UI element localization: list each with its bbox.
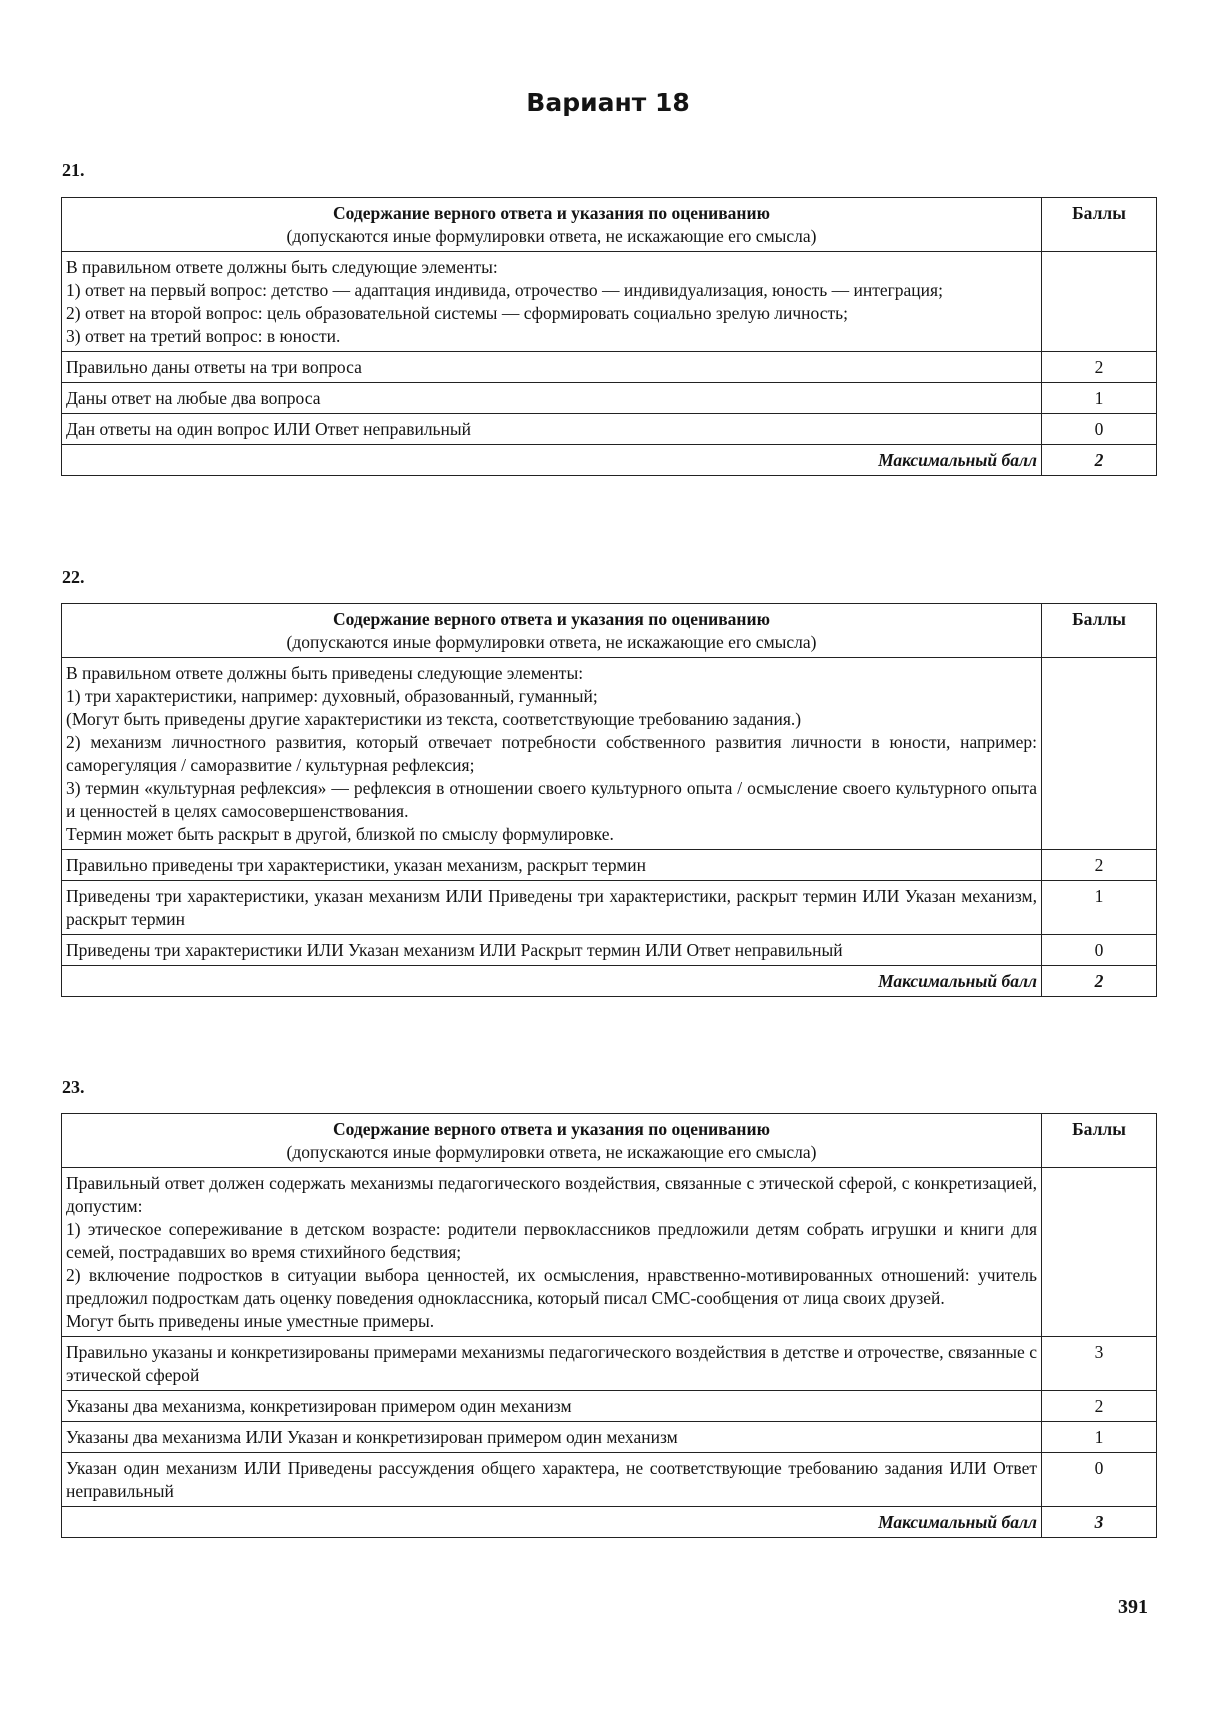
criterion-points: 2 bbox=[1042, 1391, 1157, 1422]
criterion-row bbox=[62, 1337, 1157, 1391]
criterion-row bbox=[62, 414, 1157, 445]
empty-points-cell bbox=[1042, 252, 1157, 352]
answer-line: 1) этическое сопереживание в детском возрасте: родители первоклассников предложили детям собрать игрушки и книги для семей, пострадавших во время стихийного бедствия; bbox=[66, 1219, 1037, 1262]
criterion-points: 1 bbox=[1042, 1422, 1157, 1453]
answer-line: 2) ответ на второй вопрос: цель образовательной системы — сформировать социально зрелую личность; bbox=[66, 303, 848, 323]
page-title: Вариант 18 bbox=[526, 88, 690, 117]
header-main: Содержание верного ответа и указания по оцениванию bbox=[333, 1119, 770, 1139]
max-score-label: Максимальный балл bbox=[62, 966, 1042, 997]
answer-line: 3) ответ на третий вопрос: в юности. bbox=[66, 326, 341, 346]
empty-points-cell bbox=[1042, 1168, 1157, 1337]
table-header-row bbox=[62, 604, 1157, 658]
answer-line: (Могут быть приведены другие характеристики из текста, соответствующие требованию задания.) bbox=[66, 709, 802, 729]
header-main: Содержание верного ответа и указания по оцениванию bbox=[333, 609, 770, 629]
task-number-23: 23. bbox=[62, 1077, 85, 1097]
criterion-points: 0 bbox=[1042, 414, 1157, 445]
answer-line: В правильном ответе должны быть следующие элементы: bbox=[66, 257, 498, 277]
criterion-row bbox=[62, 352, 1157, 383]
scoring-table-23 bbox=[61, 1113, 1157, 1538]
points-header bbox=[1042, 198, 1157, 252]
criterion-text: Приведены три характеристики ИЛИ Указан механизм ИЛИ Раскрыт термин ИЛИ Ответ неправильный bbox=[62, 935, 1042, 966]
points-header-label: Баллы bbox=[1072, 203, 1126, 223]
answer-line: Правильный ответ должен содержать механизмы педагогического воздействия, связанные с этической сферой, с конкретизацией, допустим: bbox=[66, 1173, 1037, 1216]
criterion-text: Правильно даны ответы на три вопроса bbox=[62, 352, 1042, 383]
criterion-text: Приведены три характеристики, указан механизм ИЛИ Приведены три характеристики, раскрыт термин ИЛИ Указан механизм, раскрыт термин bbox=[62, 881, 1042, 935]
criterion-text: Правильно приведены три характеристики, указан механизм, раскрыт термин bbox=[62, 850, 1042, 881]
answer-content-cell bbox=[62, 1168, 1042, 1337]
criterion-points: 0 bbox=[1042, 1453, 1157, 1507]
answer-header-cell bbox=[62, 198, 1042, 252]
criterion-text: Указаны два механизма, конкретизирован примером один механизм bbox=[62, 1391, 1042, 1422]
max-score-value: 3 bbox=[1042, 1507, 1157, 1538]
criterion-row bbox=[62, 383, 1157, 414]
criterion-text: Дан ответы на один вопрос ИЛИ Ответ неправильный bbox=[62, 414, 1042, 445]
max-score-value: 2 bbox=[1042, 445, 1157, 476]
criterion-row bbox=[62, 881, 1157, 935]
criterion-row bbox=[62, 1391, 1157, 1422]
max-score-row bbox=[62, 445, 1157, 476]
answer-line: 1) три характеристики, например: духовный, образованный, гуманный; bbox=[66, 686, 598, 706]
answer-line: 2) включение подростков в ситуации выбора ценностей, их осмысления, нравственно-мотивированных отношений: учитель предложил подросткам дать оценку поведения одноклассника, который писал СМС-сообщения от лица своих друзей. bbox=[66, 1265, 1037, 1308]
criterion-points: 2 bbox=[1042, 352, 1157, 383]
points-header-label: Баллы bbox=[1072, 1119, 1126, 1139]
max-score-label: Максимальный балл bbox=[62, 1507, 1042, 1538]
answer-content-row bbox=[62, 658, 1157, 850]
table-header-row bbox=[62, 1114, 1157, 1168]
answer-line: Термин может быть раскрыт в другой, близкой по смыслу формулировке. bbox=[66, 824, 614, 844]
header-sub: (допускаются иные формулировки ответа, не искажающие его смысла) bbox=[286, 632, 817, 652]
criterion-text: Указаны два механизма ИЛИ Указан и конкретизирован примером один механизм bbox=[62, 1422, 1042, 1453]
answer-line: 2) механизм личностного развития, который отвечает потребности собственного развития личности в юности, например: саморегуляция / саморазвитие / культурная рефлексия; bbox=[66, 732, 1037, 775]
criterion-row bbox=[62, 1453, 1157, 1507]
answer-header-cell bbox=[62, 1114, 1042, 1168]
points-header bbox=[1042, 1114, 1157, 1168]
answer-header-cell bbox=[62, 604, 1042, 658]
points-header bbox=[1042, 604, 1157, 658]
answer-content-row bbox=[62, 1168, 1157, 1337]
answer-content-cell bbox=[62, 658, 1042, 850]
answer-line: 1) ответ на первый вопрос: детство — адаптация индивида, отрочество — индивидуализация, юность — интеграция; bbox=[66, 280, 943, 300]
empty-points-cell bbox=[1042, 658, 1157, 850]
header-sub: (допускаются иные формулировки ответа, не искажающие его смысла) bbox=[286, 1142, 817, 1162]
max-score-value: 2 bbox=[1042, 966, 1157, 997]
criterion-points: 0 bbox=[1042, 935, 1157, 966]
criterion-points: 2 bbox=[1042, 850, 1157, 881]
answer-content-cell bbox=[62, 252, 1042, 352]
max-score-row bbox=[62, 1507, 1157, 1538]
criterion-points: 1 bbox=[1042, 383, 1157, 414]
criterion-row bbox=[62, 1422, 1157, 1453]
answer-line: В правильном ответе должны быть приведены следующие элементы: bbox=[66, 663, 584, 683]
answer-line: Могут быть приведены иные уместные примеры. bbox=[66, 1311, 435, 1331]
criterion-row bbox=[62, 935, 1157, 966]
criterion-text: Даны ответ на любые два вопроса bbox=[62, 383, 1042, 414]
scoring-table-22 bbox=[61, 603, 1157, 997]
page-number: 391 bbox=[1118, 1596, 1148, 1618]
criterion-text: Указан один механизм ИЛИ Приведены рассуждения общего характера, не соответствующие требованию задания ИЛИ Ответ неправильный bbox=[62, 1453, 1042, 1507]
task-number-22: 22. bbox=[62, 567, 85, 587]
criterion-points: 3 bbox=[1042, 1337, 1157, 1391]
task-number-21: 21. bbox=[62, 160, 85, 180]
answer-content-row bbox=[62, 252, 1157, 352]
criterion-row bbox=[62, 850, 1157, 881]
scoring-table-21 bbox=[61, 197, 1157, 476]
criterion-points: 1 bbox=[1042, 881, 1157, 935]
header-main: Содержание верного ответа и указания по оцениванию bbox=[333, 203, 770, 223]
points-header-label: Баллы bbox=[1072, 609, 1126, 629]
max-score-label: Максимальный балл bbox=[62, 445, 1042, 476]
table-header-row bbox=[62, 198, 1157, 252]
answer-line: 3) термин «культурная рефлексия» — рефлексия в отношении своего культурного опыта / осмысление своего культурного опыта и ценностей в целях самосовершенствования. bbox=[66, 778, 1037, 821]
header-sub: (допускаются иные формулировки ответа, не искажающие его смысла) bbox=[286, 226, 817, 246]
max-score-row bbox=[62, 966, 1157, 997]
criterion-text: Правильно указаны и конкретизированы примерами механизмы педагогического воздействия в детстве и отрочестве, связанные с этической сферой bbox=[62, 1337, 1042, 1391]
